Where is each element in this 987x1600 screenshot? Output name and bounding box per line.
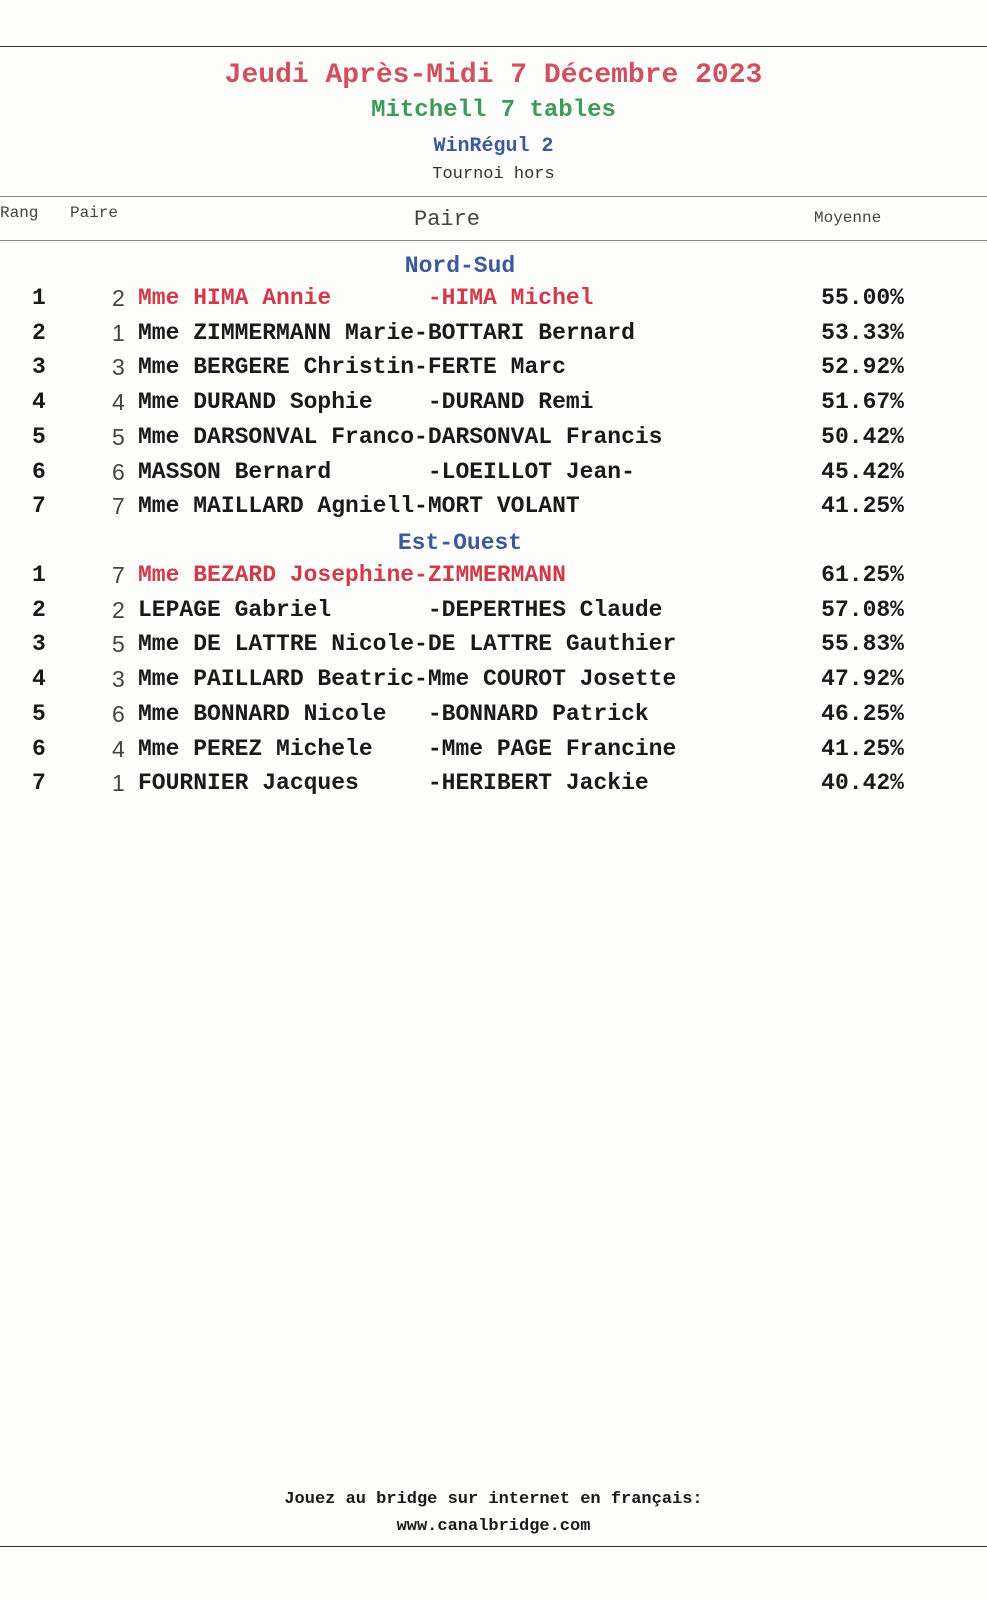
rank-cell: 4 <box>32 666 46 693</box>
pair-number-cell: 5 <box>112 631 125 658</box>
footer-line-1: Jouez au bridge sur internet en français: <box>284 1490 703 1509</box>
average-cell: 40.42% <box>821 770 904 797</box>
table-row <box>0 389 960 423</box>
pair-number-cell: 1 <box>112 770 125 797</box>
pair-names-cell: Mme PAILLARD Beatric-Mme COUROT Josette <box>138 666 677 693</box>
rank-cell: 6 <box>32 458 46 485</box>
top-rule <box>0 46 987 47</box>
average-cell: 57.08% <box>821 596 904 623</box>
rank-cell: 1 <box>32 562 46 588</box>
table-row <box>0 285 960 319</box>
pair-number-cell: 6 <box>112 458 125 485</box>
header-rule-bottom <box>0 240 987 241</box>
rank-cell: 3 <box>32 354 46 381</box>
average-cell: 46.25% <box>821 700 904 727</box>
pair-names-cell: Mme DARSONVAL Franco-DARSONVAL Francis <box>138 423 663 450</box>
tournament-subtitle: Mitchell 7 tables <box>371 97 616 124</box>
average-cell: 55.00% <box>821 285 904 311</box>
header-rule-top <box>0 196 987 197</box>
table-row <box>0 736 960 770</box>
pair-names-cell: Mme ZIMMERMANN Marie-BOTTARI Bernard <box>138 319 635 346</box>
tournament-note: Tournoi hors <box>432 165 555 184</box>
average-cell: 50.42% <box>821 423 904 450</box>
footer-url: www.canalbridge.com <box>396 1517 591 1536</box>
pair-number-cell: 4 <box>112 389 125 416</box>
pair-number-cell: 1 <box>112 319 125 346</box>
rank-cell: 7 <box>32 770 46 797</box>
table-row <box>0 354 960 388</box>
program-name: WinRégul 2 <box>433 135 554 158</box>
pair-names-cell: Mme DURAND Sophie -DURAND Remi <box>138 389 594 416</box>
table-row <box>0 701 960 735</box>
pair-number-cell: 2 <box>112 285 125 311</box>
pair-names-cell: FOURNIER Jacques -HERIBERT Jackie <box>138 770 649 797</box>
pair-number-cell: 4 <box>112 735 125 762</box>
pair-number-cell: 7 <box>112 562 125 588</box>
rank-cell: 3 <box>32 631 46 658</box>
rank-cell: 2 <box>32 596 46 623</box>
table-row <box>0 770 960 804</box>
pair-number-cell: 3 <box>112 354 125 381</box>
rank-cell: 1 <box>32 285 46 311</box>
average-cell: 52.92% <box>821 354 904 381</box>
pair-names-cell: Mme HIMA Annie -HIMA Michel <box>138 285 594 311</box>
pair-number-cell: 3 <box>112 666 125 693</box>
rank-cell: 4 <box>32 389 46 416</box>
table-row <box>0 424 960 458</box>
table-row <box>0 666 960 700</box>
rank-cell: 2 <box>32 319 46 346</box>
rank-cell: 7 <box>32 493 46 520</box>
pair-names-cell: Mme BERGERE Christin-FERTE Marc <box>138 354 566 381</box>
pair-number-cell: 7 <box>112 493 125 520</box>
section-title: Est-Ouest <box>397 530 523 556</box>
average-cell: 51.67% <box>821 389 904 416</box>
column-header-rang: Rang <box>0 204 39 222</box>
average-cell: 47.92% <box>821 666 904 693</box>
bottom-rule <box>0 1546 987 1547</box>
table-row <box>0 459 960 493</box>
average-cell: 53.33% <box>821 319 904 346</box>
pair-names-cell: Mme DE LATTRE Nicole-DE LATTRE Gauthier <box>138 631 677 658</box>
average-cell: 45.42% <box>821 458 904 485</box>
pair-number-cell: 6 <box>112 700 125 727</box>
rank-cell: 6 <box>32 735 46 762</box>
table-row <box>0 631 960 665</box>
column-header-paire: Paire <box>414 207 481 232</box>
average-cell: 61.25% <box>821 562 904 588</box>
average-cell: 41.25% <box>821 735 904 762</box>
table-row <box>0 562 960 596</box>
tournament-title: Jeudi Après-Midi 7 Décembre 2023 <box>224 60 763 91</box>
table-row <box>0 493 960 527</box>
pair-names-cell: Mme BEZARD Josephine-ZIMMERMANN <box>138 562 566 588</box>
column-header-paire-number: Paire <box>70 204 119 222</box>
pair-names-cell: Mme BONNARD Nicole -BONNARD Patrick <box>138 700 649 727</box>
pair-number-cell: 5 <box>112 423 125 450</box>
pair-names-cell: Mme PEREZ Michele -Mme PAGE Francine <box>138 735 677 762</box>
rank-cell: 5 <box>32 423 46 450</box>
pair-names-cell: MASSON Bernard -LOEILLOT Jean- <box>138 458 635 485</box>
pair-names-cell: LEPAGE Gabriel -DEPERTHES Claude <box>138 596 663 623</box>
column-header-moyenne: Moyenne <box>814 209 882 227</box>
table-row <box>0 320 960 354</box>
pair-names-cell: Mme MAILLARD Agniell-MORT VOLANT <box>138 493 580 520</box>
section-title: Nord-Sud <box>404 253 516 279</box>
pair-number-cell: 2 <box>112 596 125 623</box>
table-row <box>0 597 960 631</box>
rank-cell: 5 <box>32 700 46 727</box>
average-cell: 55.83% <box>821 631 904 658</box>
average-cell: 41.25% <box>821 493 904 520</box>
